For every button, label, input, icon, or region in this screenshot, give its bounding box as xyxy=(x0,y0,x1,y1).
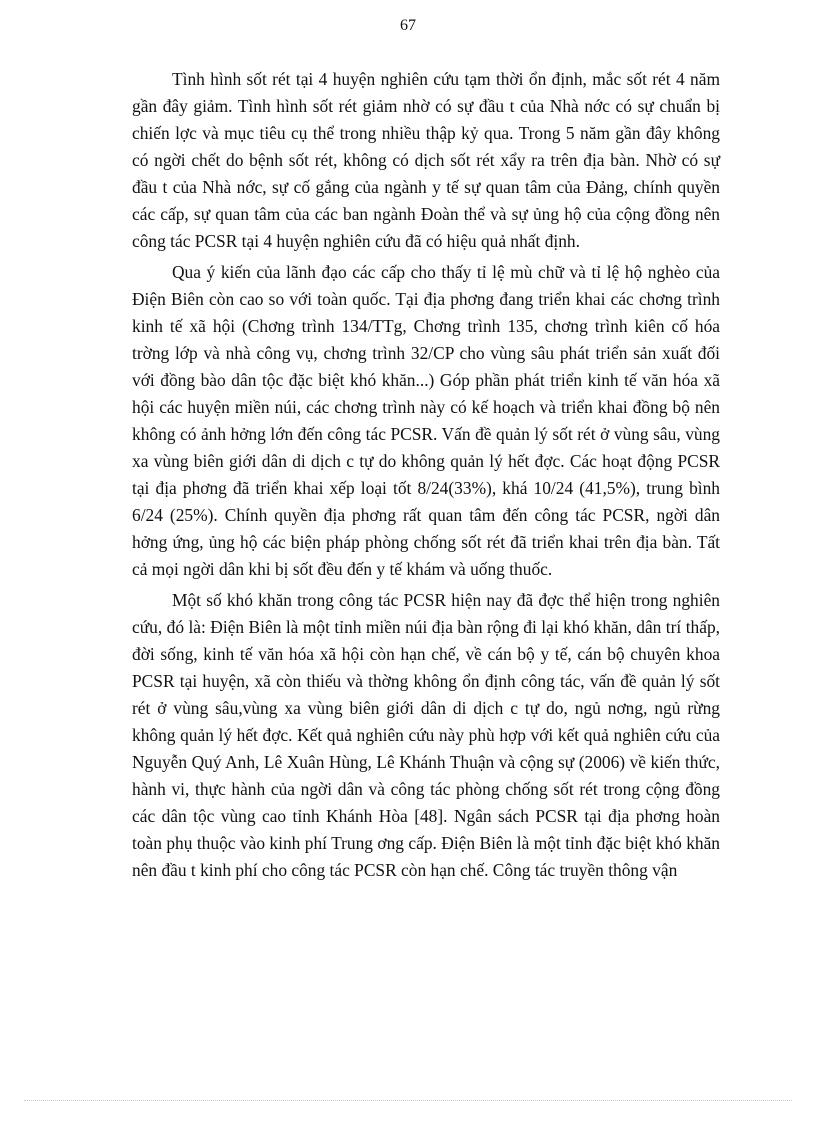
paragraph-1: Tình hình sốt rét tại 4 huyện nghiên cứu tạm thời ổn định, mắc sốt rét 4 năm gần đây giảm. Tình hình sốt rét giảm nhờ có sự đầu t của Nhà nớc có sự chuẩn bị chiến lợc và mục tiêu cụ thể trong nhiều thập kỷ qua. Trong 5 năm gần đây không có ngời chết do bệnh sốt rét, không có dịch sốt rét xẩy ra trên địa bàn. Nhờ có sự đầu t của Nhà nớc, sự cố gắng của ngành y tế sự quan tâm của Đảng, chính quyền các cấp, sự quan tâm của các ban ngành Đoàn thể và sự ủng hộ của cộng đồng nên công tác PCSR tại 4 huyện nghiên cứu đã có hiệu quả nhất định. xyxy=(132,69,720,251)
page-bottom-divider xyxy=(24,1100,792,1101)
paragraph-2: Qua ý kiến của lãnh đạo các cấp cho thấy tỉ lệ mù chữ và tỉ lệ hộ nghèo của Điện Biên còn cao so với toàn quốc. Tại địa phơng đang triển khai các chơng trình kinh tế xã hội (Chơng trình 134/TTg, Chơng trình 135, chơng trình kiên cố hóa trờng lớp và nhà công vụ, chơng trình 32/CP cho vùng sâu phát triển sản xuất đối với đồng bào dân tộc đặc biệt khó khăn...) Góp phần phát triển kinh tế văn hóa xã hội các huyện miền núi, các chơng trình này có kế hoạch và triển khai đồng bộ nên không có ảnh hởng lớn đến công tác PCSR. Vấn đề quản lý sốt rét ở vùng sâu, vùng xa vùng biên giới dân di dịch c tự do không quản lý hết đợc. Các hoạt động PCSR tại địa phơng đã triển khai xếp loại tốt 8/24(33%), khá 10/24 (41,5%), trung bình 6/24 (25%). Chính quyền địa phơng rất quan tâm đến công tác PCSR, ngời dân hởng ứng, ủng hộ các biện pháp phòng chống sốt rét đã triển khai trên địa bàn. Tất cả mọi ngời dân khi bị sốt đều đến y tế khám và uống thuốc. xyxy=(132,262,720,579)
body-text xyxy=(132,66,720,884)
paragraph-3: Một số khó khăn trong công tác PCSR hiện nay đã đợc thể hiện trong nghiên cứu, đó là: Điện Biên là một tỉnh miền núi địa bàn rộng đi lại khó khăn, dân trí thấp, đời sống, kinh tế văn hóa xã hội còn hạn chế, về cán bộ y tế, cán bộ chuyên khoa PCSR tại huyện, xã còn thiếu và thờng không ổn định công tác, vấn đề quản lý sốt rét ở vùng sâu,vùng xa vùng biên giới dân di dịch c tự do, ngủ nơng, ngủ rừng không quản lý hết đợc. Kết quả nghiên cứu này phù hợp với kết quả nghiên cứu của Nguyễn Quý Anh, Lê Xuân Hùng, Lê Khánh Thuận và cộng sự (2006) về kiến thức, hành vi, thực hành của ngời dân và công tác phòng chống sốt rét trong cộng đồng các dân tộc vùng cao tỉnh Khánh Hòa [48]. Ngân sách PCSR tại địa phơng hoàn toàn phụ thuộc vào kinh phí Trung ơng cấp. Điện Biên là một tỉnh đặc biệt khó khăn nên đầu t kinh phí cho công tác PCSR còn hạn chế. Công tác truyền thông vận xyxy=(132,590,720,880)
page-number: 67 xyxy=(400,17,416,34)
